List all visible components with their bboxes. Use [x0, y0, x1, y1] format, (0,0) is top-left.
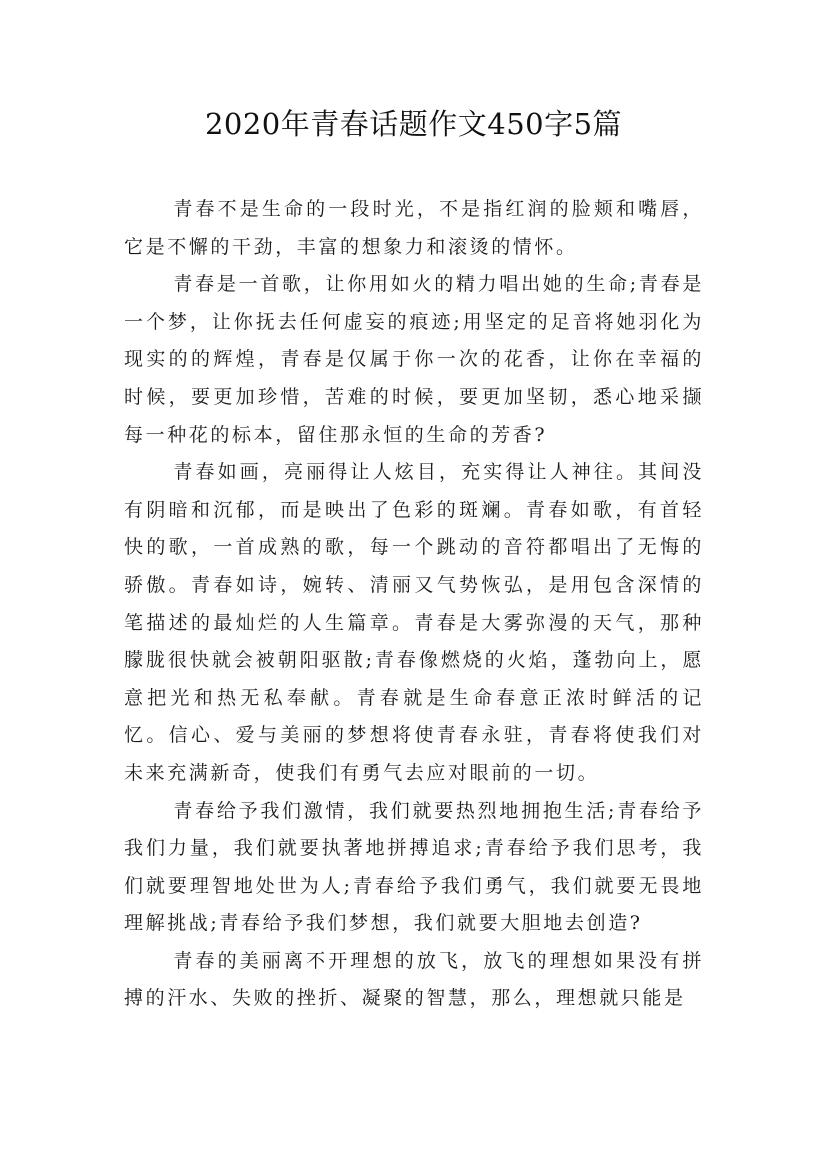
document-body — [124, 191, 704, 1018]
paragraph: 青春如画，亮丽得让人炫目，充实得让人神往。其间没有阴暗和沉郁，而是映出了色彩的斑斓。青春如歌，有首轻快的歌，一首成熟的歌，每一个跳动的音符都唱出了无悔的骄傲。青春如诗，婉转、清丽又气势恢弘，是用包含深情的笔描述的最灿烂的人生篇章。青春是大雾弥漫的天气，那种朦胧很快就会被朝阳驱散;青春像燃烧的火焰，蓬勃向上，愿意把光和热无私奉献。青春就是生命春意正浓时鲜活的记忆。信心、爱与美丽的梦想将使青春永驻，青春将使我们对未来充满新奇，使我们有勇气去应对眼前的一切。 — [124, 461, 704, 784]
paragraph: 青春是一首歌，让你用如火的精力唱出她的生命;青春是一个梦，让你抚去任何虚妄的痕迹;用坚定的足音将她羽化为现实的的辉煌，青春是仅属于你一次的花香，让你在幸福的时候，要更加珍惜，苦难的时候，要更加坚韧，悉心地采撷每一种花的标本，留住那永恒的生命的芳香? — [124, 273, 704, 446]
paragraph: 青春不是生命的一段时光，不是指红润的脸颊和嘴唇，它是不懈的干劲，丰富的想象力和滚烫的情怀。 — [124, 198, 704, 258]
paragraph: 青春给予我们激情，我们就要热烈地拥抱生活;青春给予我们力量，我们就要执著地拼搏追求;青春给予我们思考，我们就要理智地处世为人;青春给予我们勇气，我们就要无畏地理解挑战;青春给予我们梦想，我们就要大胆地去创造? — [124, 799, 704, 935]
document-title: 2020年青春话题作文450字5篇 — [204, 107, 623, 141]
paragraph: 青春的美丽离不开理想的放飞，放飞的理想如果没有拼搏的汗水、失败的挫折、凝聚的智慧，那么，理想就只能是 — [124, 949, 704, 1010]
